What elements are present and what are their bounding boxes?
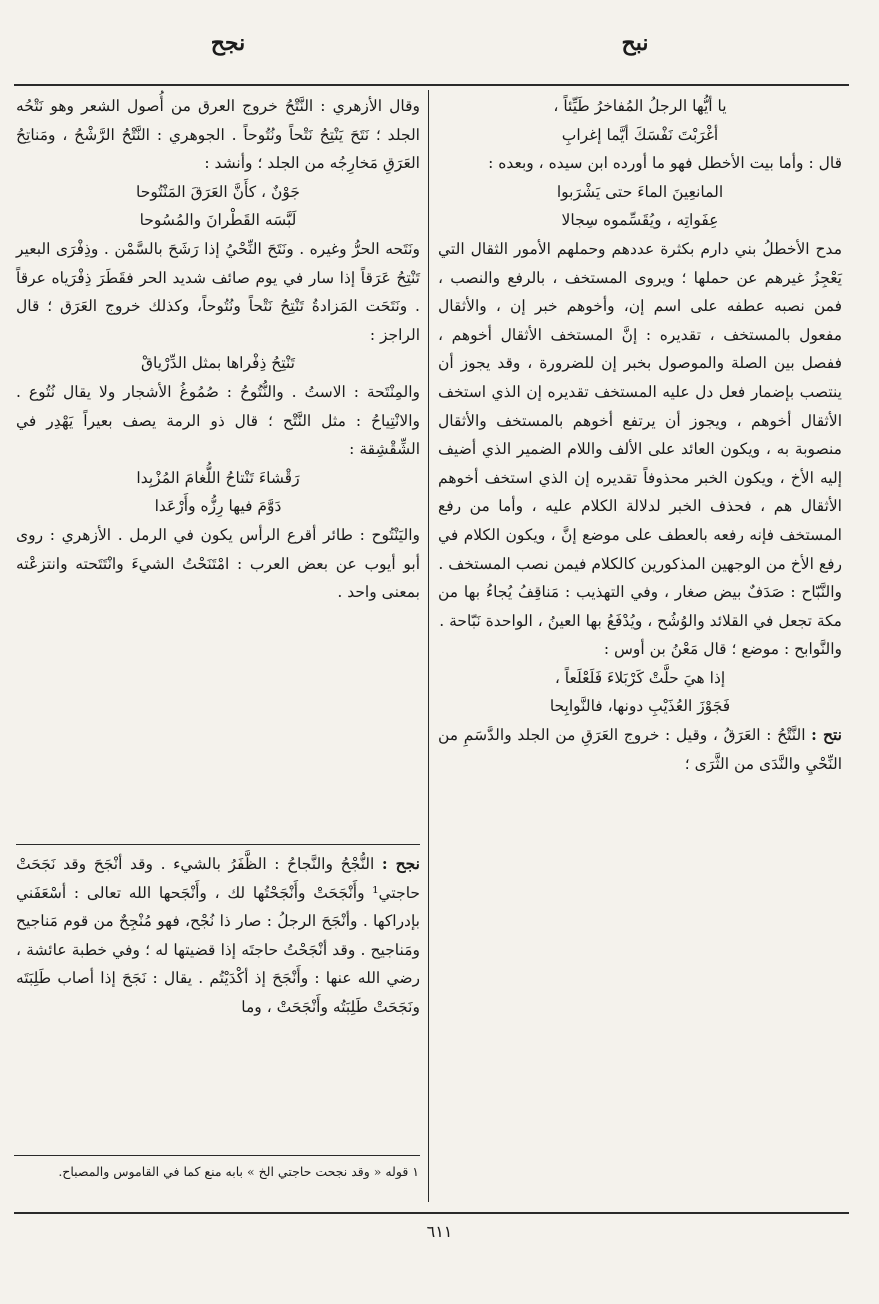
entry-headword: نتح : bbox=[811, 725, 842, 745]
paragraph: قال : وأما بيت الأخطل فهو ما أورده ابن سيده ، وبعده : bbox=[488, 154, 842, 173]
verse-line: جَوْنٌ ، كأَنَّ العَرَقَ المَنْتُوحا bbox=[136, 182, 300, 201]
entry-headword: نجح : bbox=[381, 854, 420, 873]
running-head-left: نجح bbox=[210, 30, 246, 56]
left-column-upper bbox=[16, 92, 420, 607]
verse-line: المانعِينَ الماءَ حتى يَشْرَبوا bbox=[556, 182, 724, 201]
paragraph: والنَّبّاح : صَدَفٌ بيض صغار ، وفي التهذيب : مَناقِفُ يُجاءُ بها من مكة تجعل في القلائد والوُشُح ، ويُدْفَعُ بها العينُ ، الواحدة نَبّاحة . bbox=[438, 583, 842, 630]
verse-line: رَقْشاءَ تَنْتاحُ اللُّغامَ المُزْبِدا bbox=[136, 468, 300, 487]
verse-line: عِفَواتِه ، ويُقَسِّموه سِجالا bbox=[561, 211, 719, 230]
paragraph: واليَنْتُوح : طائر أقرع الرأس يكون في الرمل . الأزهري : روى أبو أيوب عن بعض العرب : امْتَنَحْتُ الشيءَ وانْتَتَحته وانتزعْته بمعنى واحد . bbox=[16, 525, 420, 602]
paragraph: مدح الأخطلُ بني دارم بكثرة عددهم وحملهم الأمور الثقال التي يَعْجِزُ غيرهم عن حملها ؛ ويروى المستخف ، بالرفع والنصب ، فمن نصبه عطفه على اسم إن، وأخوهم خبر إن ، والأثقال مفعول بالمستخف ، تقديره : إنَّ المستخف الأثقال أخوهم ، ففصل بين الصلة والموصول بخبر إن للضرورة ، وقد يجوز أن ينتصب بإضمار فعل دل عليه المستخف تقديره إن الذي استخف الأثقال أخوهم ، ويجوز أن يرتفع أخوهم بالمستخف والأثقال منصوبة به ، ويكون العائد على الألف واللام الضمير الذي أضيف إليه الأخ ، ويكون الخبر محذوفاً تقديره إن الذي استخف أخوهم الأثقال هم ، فحذف الخبر لدلالة الكلام عليه ، وأما من رفع المستخف فإنه رفعه بالعطف على موضع إنَّ ، ويكون الكلام في رفع الأخ من الوجهين المذكورين كالكلام فيمن نصب المستخف . bbox=[438, 239, 842, 573]
paragraph: وقال الأزهري : النَّتْحُ خروج العرق من أُصول الشعر وهو نَتْحُه الجلد ؛ نَتَحَ يَنْتِحُ نَتْحاً ونُتُوحاً . الجوهري : النَّتْحُ الرَّشْحُ ، ومَناتِحُ العَرَقِ مَخارِجُه من الجلد ؛ وأنشد : bbox=[16, 97, 420, 173]
entry-text: النَّتْحُ : العَرَقُ ، وقيل : خروج العَرَقِ من الجلد والدَّسَمِ من النِّحْيِ والنَّدَى من الثَّرَى ؛ bbox=[438, 726, 842, 773]
column-divider bbox=[428, 90, 429, 1202]
running-head-right: نبح bbox=[621, 30, 649, 56]
dictionary-entry bbox=[16, 850, 420, 1022]
left-column-lower bbox=[16, 850, 420, 1022]
footnote: ١ قوله « وقد نجحت حاجتي الخ » بابه منع كما في القاموس والمصباح. bbox=[58, 1164, 419, 1179]
paragraph: والمِنْتَحة : الاستُ . والنُّتُوحُ : صُمُوغُ الأشجار ولا يقال نُتُوع . والانْتِياحُ : مثل النَّتْح ؛ قال ذو الرمة يصف بعيراً يَهْدِر في الشِّقْشِقة : bbox=[16, 382, 420, 459]
dictionary-entry bbox=[438, 721, 842, 778]
entry-text: النُّجْحُ والنَّجاحُ : الظَّفَرُ بالشيء . وقد أنْجَحَ وقد نَجَحَتْ حاجتي¹ وأَنْجَحَتْ وأَنْجَحْتُها لك ، وأَنْجَحها الله تعالى : أسْعَفَني بإدراكها . وأنْجَحَ الرجلُ : صار ذا نُجْح، فهو مُنْجِحٌ من قوم مَناجيح ومَناجيح . وقد أنْجَحْتُ حاجتَه إذا قضيتها له ؛ وفي خطبة عائشة ، رضي الله عنها : وأَنْجَحَ إذ أكْدَيْتُم . يقال : نَجَحَ إذا أصاب طَلِبَتَه ونَجَحَتْ طَلِبَتُه وأَنْجَحَتْ ، وما bbox=[16, 855, 420, 1016]
verse-line: يا أيُّها الرجلُ المُفاخرُ طَيِّئاً ، bbox=[553, 97, 727, 115]
verse-line: تَنْتِحُ ذِفْراها بمثل الدِّرْياقْ bbox=[141, 354, 295, 373]
page-number: ٦١١ bbox=[426, 1222, 453, 1241]
verse-line: أغْرَبْتَ نَفْسَكَ أيَّما إغرابِ bbox=[561, 125, 719, 144]
paragraph: ونَتَحه الحرُّ وغيره . ونَتَحَ النِّحْيُ إذا رَشَحَ بالسَّمْن . وذِفْرَى البعير تَنْتِحُ عَرَقاً إذا سار في يوم صائف شديد الحر فقَطَرَ ذِفْرَياه عرقاً . ونَتَحَت المَزادةُ تَنْتِحُ نَتْحاً ونُتُوحاً، وكذلك خروج العَرَق ؛ قال الراجز : bbox=[16, 239, 420, 344]
footnote-rule bbox=[14, 1155, 420, 1156]
paragraph: والنَّوابح : موضع ؛ قال مَعْنُ بن أوس : bbox=[603, 640, 842, 659]
verse-line: لَبَّسَه القَطْرانَ والمُسُوحا bbox=[139, 211, 297, 230]
verse-line: إذا هيَ حلَّتْ كَرْبَلاءَ فَلَعْلَعاً ، bbox=[554, 668, 726, 687]
verse-line: فَجَوْزَ العُذَيْبِ دونها، فالنَّوابِحا bbox=[549, 697, 731, 716]
bottom-rule bbox=[14, 1212, 849, 1214]
entry-divider bbox=[16, 844, 420, 845]
right-column bbox=[438, 92, 842, 778]
header-rule bbox=[14, 84, 849, 86]
verse-line: دَوَّمَ فيها رِزُّه وأَرْعَدا bbox=[154, 497, 282, 516]
